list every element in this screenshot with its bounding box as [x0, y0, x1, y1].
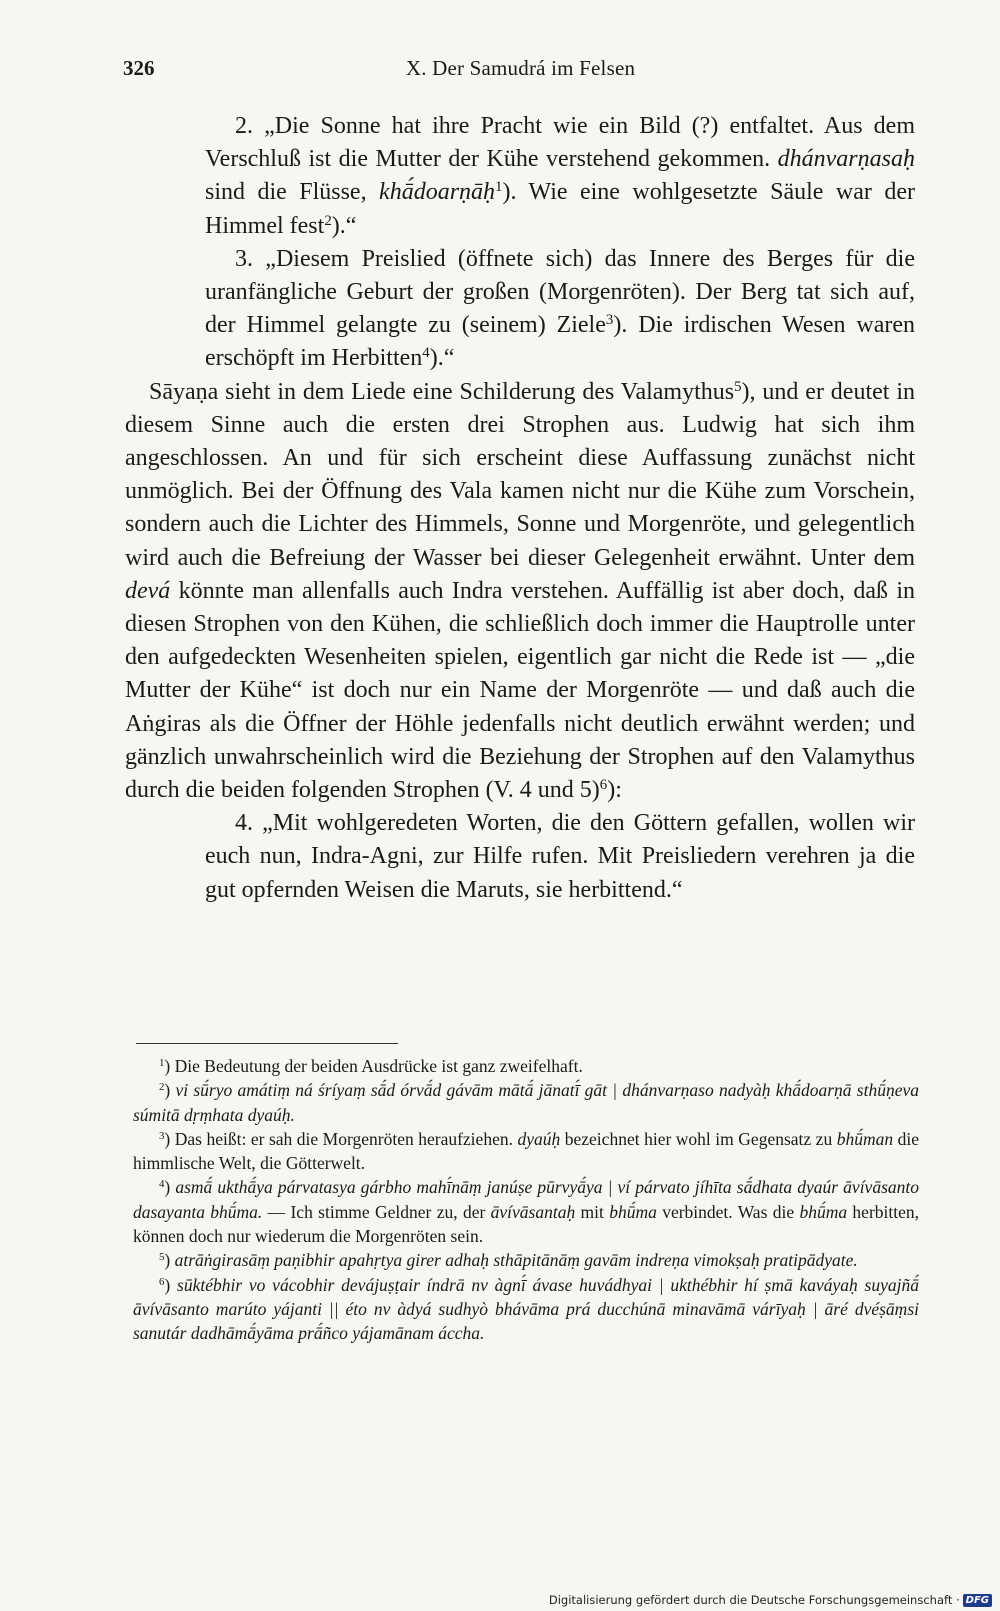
footnote-3	[133, 1127, 919, 1176]
italic-run: vi sū́ryo amátiṃ ná śríyaṃ sā́d órvā́d gávām mātā́ jānatī́ gāt | dhánvarṇaso nadyàḥ khā́doarṇā sthū́ṇeva súmitā dṛṃhata dyaúḥ.	[133, 1080, 920, 1125]
italic-run: dyaúḥ	[517, 1128, 561, 1149]
footnote-ref: 2	[324, 212, 332, 229]
footnote-divider	[136, 1043, 398, 1044]
text-run: ).“	[429, 345, 455, 372]
text-run: verbindet. Was die	[656, 1201, 800, 1222]
footnote-ref: 2	[159, 1081, 165, 1094]
footnote-ref: 5	[159, 1251, 165, 1264]
footnote-ref: 5	[734, 378, 742, 395]
footnote-4	[133, 1175, 919, 1248]
footnote-ref: 6	[599, 776, 608, 793]
italic-run: devá	[125, 577, 171, 604]
text-run: — Ich stimme Geldner zu, der	[262, 1201, 491, 1222]
italic-run: bhū́ma	[799, 1201, 848, 1222]
page-number: 326	[123, 56, 155, 80]
text-run: ) Das heißt: er sah die Morgenröten heraufziehen.	[164, 1128, 518, 1149]
dfg-logo-icon: DFG	[963, 1594, 992, 1607]
text-run: )	[164, 1274, 178, 1295]
footnote-2	[133, 1078, 919, 1127]
italic-run: atrāṅgirasāṃ paṇibhir apahṛtya girer adhaḥ sthāpitānāṃ gavām indreṇa vimokṣaḥ pratipādyate.	[174, 1250, 858, 1271]
page-header	[123, 56, 918, 88]
text-run: 4. „Mit wohlgeredeten Worten, die den Göttern gefallen, wollen wir euch nun, Indra-Agni, zur Hilfe rufen. Mit Preisliedern verehren ja die gut opfernden Weisen die Maruts, sie herbittend.“	[205, 810, 915, 903]
text-run: könnte man allenfalls auch Indra verstehen. Auffällig ist aber doch, daß in diesen Strophen von den Kühen, die schließlich doch immer die Hauptrolle unter den aufgedeckten Wesenheiten spielen, eigentlich gar nicht die Rede ist — „die Mutter der Kühe“ ist doch nur ein Name der Morgenröte — und daß auch die Aṅgiras als die Öffner der Höhle jedenfalls nicht deutlich erwähnt werden; und gänzlich unwahrscheinlich wird die Beziehung der Strophen auf den Valamythus durch die beiden folgenden Strophen (V. 4 und 5)	[125, 577, 915, 804]
text-run: )	[164, 1250, 175, 1271]
digitization-credit	[549, 1593, 992, 1607]
text-run: ).“	[331, 212, 357, 239]
verse-quote-2	[125, 110, 915, 243]
verse-quote-3	[125, 243, 915, 376]
italic-run: khā́doarṇāḥ	[379, 179, 496, 206]
text-run: bezeichnet hier wohl im Gegensatz zu	[560, 1128, 837, 1149]
italic-run: āvívāsantaḥ	[490, 1201, 576, 1222]
italic-run: bhū́man	[836, 1128, 894, 1149]
text-run: 3. „Diesem Preislied (öffnete sich) das Innere des Berges für die uranfängliche Geburt der großen (Morgenröten). Der Berg tat sich auf, der Himmel gelangte zu (seinem) Ziele	[205, 245, 915, 339]
footnote-1	[133, 1054, 919, 1078]
footnote-ref: 1	[159, 1057, 165, 1070]
footnote-6	[133, 1273, 919, 1346]
text-run: )	[164, 1177, 176, 1198]
text-run: ). Die irdischen Wesen waren erschöpft im Herbitten	[205, 312, 916, 372]
text-run: die himmlische Welt, die Götterwelt.	[133, 1128, 919, 1174]
verse-quote-4	[125, 807, 915, 907]
italic-run: sūktébhir vo vácobhir devájuṣṭair índrā nv àgnī́ ávase huvádhyai | ukthébhir hí ṣmā kaváyaḥ suyajñā́ āvívāsanto marúto yájanti || éto nv àdyá sudhyò bhávāma prá ducchúnā minavāmā várīyaḥ | āré dvéṣāṃsi sanutár dadhāmā́yāma prā́ñco yájamānam áccha.	[133, 1274, 919, 1344]
text-run: ) Die Bedeutung der beiden Ausdrücke ist ganz zweifelhaft.	[164, 1056, 583, 1076]
text-run: sind die Flüsse,	[205, 179, 380, 206]
main-text	[125, 110, 915, 907]
text-run: )	[164, 1080, 176, 1101]
text-run: herbitten, können doch nur wiederum die Morgenröten sein.	[133, 1201, 920, 1247]
footnote-5	[133, 1248, 919, 1272]
body-paragraph	[125, 376, 915, 808]
footnote-ref: 6	[159, 1275, 165, 1288]
text-run: ). Wie eine wohlgesetzte Säule war der Himmel fest	[205, 179, 915, 239]
text-run: ):	[607, 777, 622, 804]
footnote-ref: 3	[605, 312, 614, 329]
credit-text: Digitalisierung gefördert durch die Deutsche Forschungsgemeinschaft ·	[548, 1593, 960, 1607]
footnote-ref: 4	[422, 345, 430, 362]
text-run: Sāyaṇa sieht in dem Liede eine Schilderung des Valamythus	[149, 378, 735, 405]
footnotes	[133, 1054, 919, 1346]
text-run: 2. „Die Sonne hat ihre Pracht wie ein Bild (?) entfaltet. Aus dem Verschluß ist die Mutter der Kühe verstehend gekommen.	[205, 113, 915, 173]
italic-run: bhū́ma	[609, 1201, 657, 1222]
text-run: ), und er deutet in diesem Sinne auch die ersten drei Strophen aus. Ludwig hat sich ihm angeschlossen. An und für sich erscheint diese Auffassung zunächst nicht unmöglich. Bei der Öffnung des Vala kamen nicht nur die Kühe zum Vorschein, sondern auch die Lichter des Himmels, Sonne und Morgenröte, und gelegentlich wird auch die Befreiung der Wasser bei dieser Gelegenheit erwähnt. Unter dem	[125, 378, 915, 571]
text-run: mit	[575, 1201, 610, 1222]
footnote-ref: 3	[159, 1129, 165, 1142]
italic-run: dhánvarṇasaḥ	[777, 146, 915, 173]
running-head: X. Der Samudrá im Felsen	[405, 56, 636, 80]
footnote-ref: 4	[159, 1178, 165, 1191]
footnote-ref: 1	[495, 179, 503, 196]
italic-run: asmā́ ukthā́ya párvatasya gárbho mahī́nāṃ janúṣe pūrvyā́ya | ví párvato jíhīta sā́dhata dyaúr āvívāsanto dasayanta bhū́ma.	[133, 1177, 919, 1222]
